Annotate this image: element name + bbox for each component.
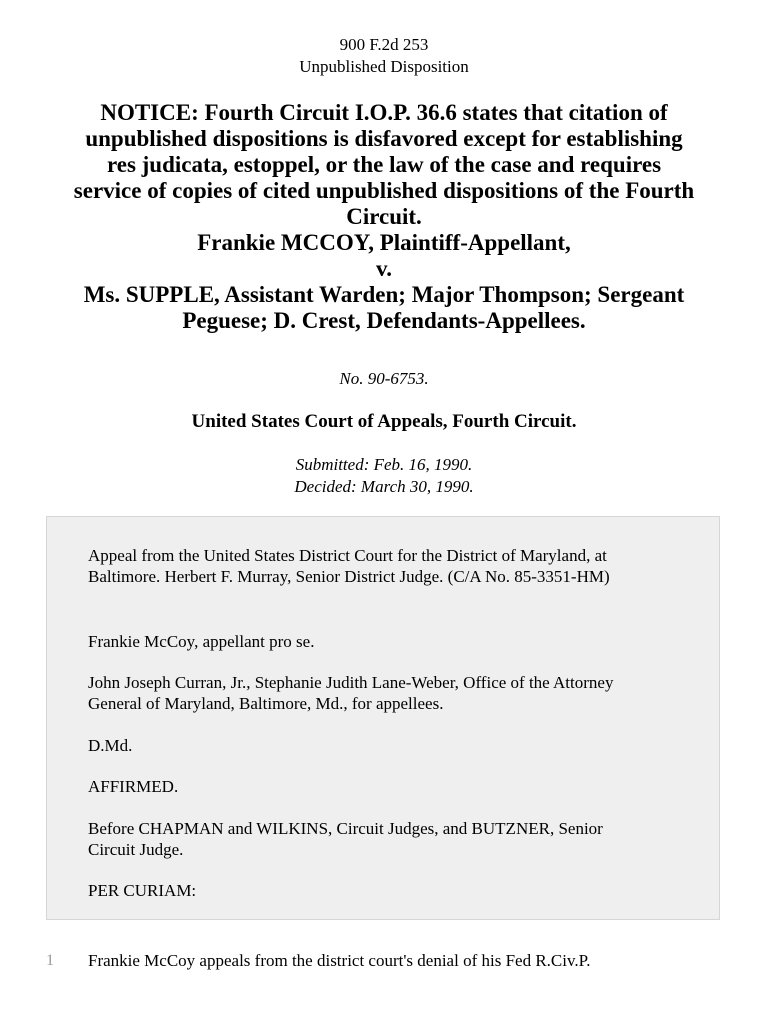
case-title bbox=[40, 100, 728, 334]
appellant-counsel: Frankie McCoy, appellant pro se. bbox=[88, 632, 315, 651]
notice-line: unpublished dispositions is disfavored except for establishing bbox=[85, 126, 683, 151]
case-dates bbox=[0, 454, 768, 498]
citation-block bbox=[0, 34, 768, 78]
appeal-origin: Appeal from the United States District Court for the District of Maryland, at Baltimore. Herbert F. Murray, Senior District Judge. (C/A No. 85-3351-HM) bbox=[88, 546, 610, 586]
versus: v. bbox=[376, 256, 392, 281]
notice-line: Circuit. bbox=[346, 204, 422, 229]
notice-line: service of copies of cited unpublished dispositions of the Fourth bbox=[73, 178, 695, 203]
per-curiam: PER CURIAM: bbox=[88, 881, 197, 900]
court-name: United States Court of Appeals, Fourth Circuit. bbox=[191, 411, 577, 432]
decided-date: Decided: March 30, 1990. bbox=[294, 477, 474, 496]
district-abbrev: D.Md. bbox=[88, 736, 133, 755]
submitted-date: Submitted: Feb. 16, 1990. bbox=[295, 455, 473, 474]
notice-line: NOTICE: Fourth Circuit I.O.P. 36.6 states that citation of bbox=[100, 100, 668, 125]
docket-number: No. 90-6753. bbox=[339, 369, 429, 388]
outcome: AFFIRMED. bbox=[88, 777, 179, 796]
paragraph-number: 1 bbox=[46, 952, 54, 969]
reporter-citation: 900 F.2d 253 bbox=[339, 35, 429, 54]
case-header-box bbox=[46, 516, 720, 920]
disposition-type: Unpublished Disposition bbox=[299, 57, 469, 76]
appellee-counsel: John Joseph Curran, Jr., Stephanie Judith Lane-Weber, Office of the Attorney General of Maryland, Baltimore, Md., for appellees. bbox=[88, 673, 614, 713]
defendants-party-continued: Peguese; D. Crest, Defendants-Appellees. bbox=[182, 308, 586, 333]
opinion-paragraph bbox=[0, 948, 768, 978]
defendants-party: Ms. SUPPLE, Assistant Warden; Major Thompson; Sergeant bbox=[83, 282, 685, 307]
paragraph-text: Frankie McCoy appeals from the district court's denial of his Fed R.Civ.P. bbox=[88, 951, 591, 970]
plaintiff-party: Frankie MCCOY, Plaintiff-Appellant, bbox=[197, 230, 571, 255]
panel-judges: Before CHAPMAN and WILKINS, Circuit Judges, and BUTZNER, Senior Circuit Judge. bbox=[88, 819, 603, 859]
notice-line: res judicata, estoppel, or the law of the case and requires bbox=[106, 152, 662, 177]
